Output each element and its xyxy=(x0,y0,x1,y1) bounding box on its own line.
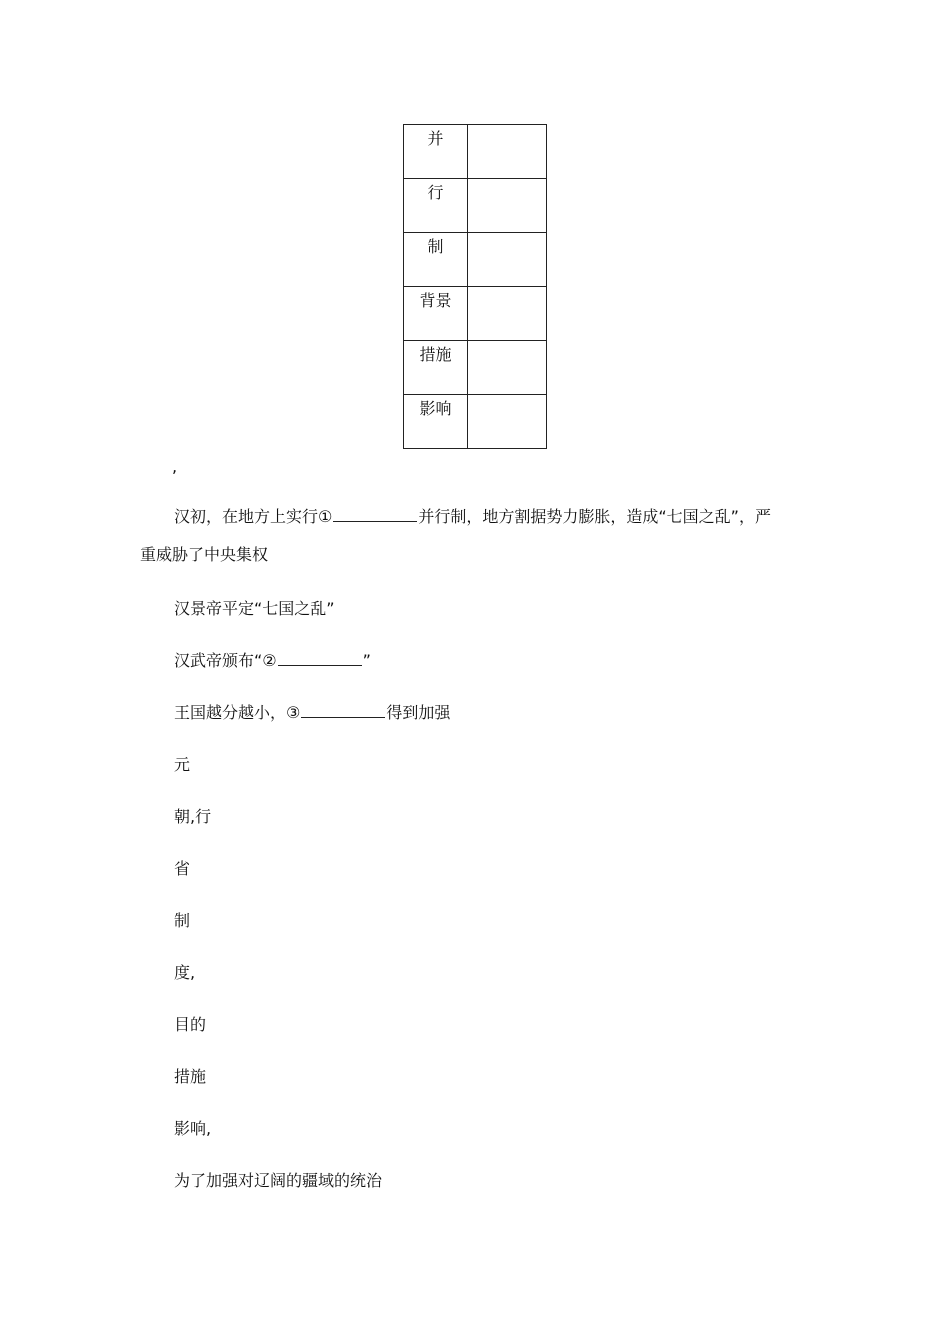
fill-in-blank-3 xyxy=(301,702,385,718)
table-row xyxy=(404,233,547,287)
paragraph-7: 省 xyxy=(174,859,191,878)
paragraph-12: 影响, xyxy=(174,1119,212,1138)
table-cell-empty xyxy=(468,287,547,341)
paragraph-4-text-after: 得到加强 xyxy=(386,703,451,722)
fill-in-blank-2 xyxy=(278,650,362,666)
paragraph-3 xyxy=(174,650,371,672)
paragraph-1-continuation: 重威胁了中央集权 xyxy=(140,545,269,564)
table-cell-empty xyxy=(468,395,547,449)
table-cell-empty xyxy=(468,125,547,179)
table-cell-empty xyxy=(468,179,547,233)
table-row xyxy=(404,395,547,449)
paragraph-2: 汉景帝平定“七国之乱” xyxy=(174,599,335,618)
paragraph-11: 措施 xyxy=(174,1067,207,1086)
paragraph-8: 制 xyxy=(174,911,191,930)
paragraph-4 xyxy=(174,702,450,724)
table-row xyxy=(404,341,547,395)
paragraph-4-text-before: 王国越分越小，③ xyxy=(174,703,301,722)
paragraph-13: 为了加强对辽阔的疆域的统治 xyxy=(174,1171,383,1190)
table-cell-empty xyxy=(468,233,547,287)
fill-in-blank-1 xyxy=(333,506,417,522)
table-cell-label: 措施 xyxy=(404,341,468,395)
table-cell-label: 并 xyxy=(404,125,468,179)
paragraph-3-text-before: 汉武帝颁布“② xyxy=(174,651,277,670)
table-row xyxy=(404,179,547,233)
paragraph-6: 朝,行 xyxy=(174,807,212,826)
system-table xyxy=(403,124,547,449)
table-row xyxy=(404,125,547,179)
paragraph-9: 度, xyxy=(174,963,196,982)
table-cell-label: 背景 xyxy=(404,287,468,341)
paragraph-1-text-after: 并行制，地方割据势力膨胀，造成“七国之乱”，严 xyxy=(418,507,771,526)
table-cell-label: 制 xyxy=(404,233,468,287)
paragraph-1 xyxy=(174,506,771,528)
paragraph-1-text-before: 汉初，在地方上实行① xyxy=(174,507,333,526)
table-row xyxy=(404,287,547,341)
paragraph-10: 目的 xyxy=(174,1015,207,1034)
paragraph-3-text-after: ” xyxy=(362,651,371,670)
table-cell-empty xyxy=(468,341,547,395)
stray-mark: , xyxy=(172,457,178,476)
table-cell-label: 行 xyxy=(404,179,468,233)
paragraph-5: 元 xyxy=(174,755,191,774)
table-cell-label: 影响 xyxy=(404,395,468,449)
